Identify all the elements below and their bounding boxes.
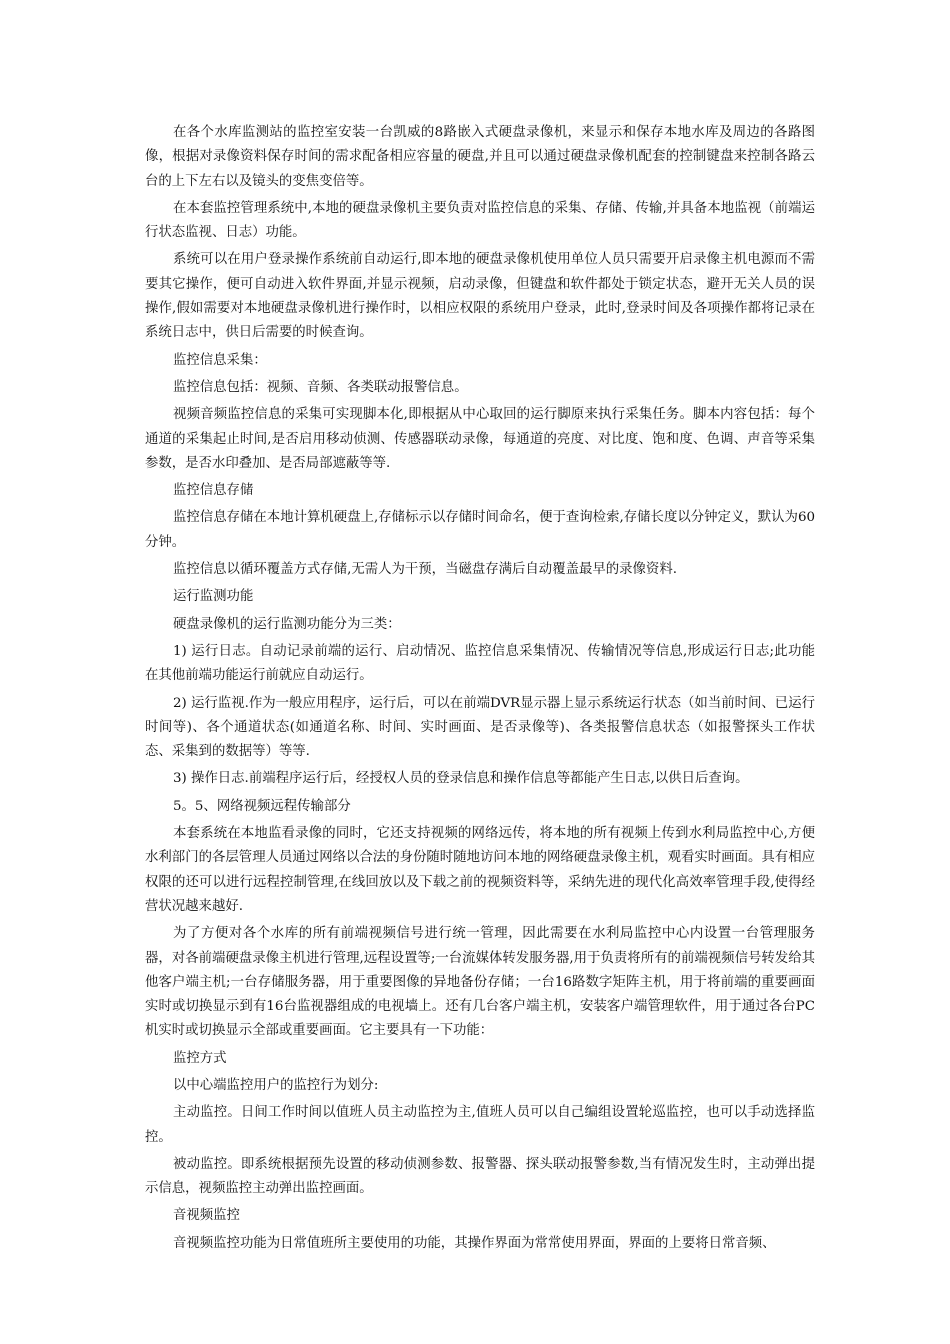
paragraph-local-dvr-role: 在本套监控管理系统中,本地的硬盘录像机主要负责对监控信息的采集、存储、传输,并具备本地监视（前端运行状态监视、日志）功能。 — [145, 200, 815, 241]
paragraph-info-types: 监控信息包括：视频、音频、各类联动报警信息。 — [173, 379, 468, 395]
list-item-run-monitor: 2) 运行监视.作为一般应用程序，运行后，可以在前端DVR显示器上显示系统运行状态（如当前时间、已运行时间等)、各个通道状态(如通道名称、时间、实时画面、是否录像等)、各类报警信息状态（如报警探头工作状态、采集到的数据等）等等. — [145, 695, 815, 760]
heading-monitor-modes: 监控方式 — [173, 1050, 227, 1066]
heading-av-monitoring: 音视频监控 — [173, 1208, 240, 1224]
paragraph-three-types: 硬盘录像机的运行监测功能分为三类： — [173, 616, 401, 632]
heading-run-monitoring: 运行监测功能 — [173, 589, 254, 605]
paragraph-av-interface: 音视频监控功能为日常值班所主要使用的功能，其操作界面为常常使用界面，界面的上要将日常音频、 — [173, 1235, 776, 1251]
paragraph-storage-naming: 监控信息存储在本地计算机硬盘上,存储标示以存储时间命名，便于查询检索,存储长度以分钟定义，默认为60分钟。 — [145, 510, 815, 550]
heading-network-transmission: 5。5、网络视频远程传输部分 — [173, 798, 351, 814]
paragraph-dvr-installation: 在各个水库监测站的监控室安装一台凯威的8路嵌入式硬盘录像机，来显示和保存本地水库及周边的各路图像，根据对录像资料保存时间的需求配备相应容量的硬盘,并且可以通过硬盘录像机配套的控制键盘来控制各路云台的上下左右以及镜头的变焦变倍等。 — [145, 125, 815, 189]
paragraph-loop-overwrite: 监控信息以循环覆盖方式存储,无需人为干预，当磁盘存满后自动覆盖最早的录像资料. — [173, 562, 677, 578]
list-item-operation-log: 3) 操作日志.前端程序运行后，经授权人员的登录信息和操作信息等都能产生日志,以供日后查询。 — [173, 771, 749, 787]
paragraph-mode-division: 以中心端监控用户的监控行为划分: — [173, 1077, 379, 1093]
paragraph-auto-run: 系统可以在用户登录操作系统前自动运行,即本地的硬盘录像机使用单位人员只需要开启录像主机电源而不需要其它操作，便可自动进入软件界面,并显示视频，启动录像，但键盘和软件都处于锁定状态，避开无关人员的误操作,假如需要对本地硬盘录像机进行操作时，以相应权限的系统用户登录，此时,登录时间及各项操作都将记录在系统日志中，供日后需要的时候查询。 — [145, 252, 815, 341]
paragraph-scripted-collection: 视频音频监控信息的采集可实现脚本化,即根据从中心取回的运行脚原来执行采集任务。脚本内容包括：每个通道的采集起止时间,是否启用移动侦测、传感器联动录像，每通道的亮度、对比度、饱和度、色调、声音等采集参数，是否水印叠加、是否局部遮蔽等等. — [145, 407, 815, 471]
paragraph-center-servers: 为了方便对各个水库的所有前端视频信号进行统一管理，因此需要在水利局监控中心内设置一台管理服务器，对各前端硬盘录像主机进行管理,远程设置等;一台流媒体转发服务器,用于负责将所有的前端视频信号转发给其他客户端主机;一台存储服务器，用于重要图像的异地备份存储；一台16路数字矩阵主机，用于将前端的重要画面实时或切换显示到有16台监视器组成的电视墙上。还有几台客户端主机，安装客户端管理软件，用于通过各台PC机实时或切换显示全部或重要画面。它主要具有一下功能： — [145, 926, 815, 1039]
document-page — [145, 121, 815, 1259]
heading-info-collection: 监控信息采集： — [173, 352, 267, 368]
paragraph-passive-monitoring: 被动监控。即系统根据预先设置的移动侦测参数、报警器、探头联动报警参数,当有情况发生时，主动弹出提示信息，视频监控主动弹出监控画面。 — [145, 1156, 815, 1197]
list-item-run-log: 1) 运行日志。自动记录前端的运行、启动情况、监控信息采集情况、传输情况等信息,形成运行日志;此功能在其他前端功能运行前就应自动运行。 — [145, 643, 815, 684]
paragraph-active-monitoring: 主动监控。日间工作时间以值班人员主动监控为主,值班人员可以自己编组设置轮巡监控，也可以手动选择监控。 — [145, 1105, 815, 1145]
heading-info-storage: 监控信息存储 — [173, 483, 254, 499]
paragraph-remote-upload: 本套系统在本地监看录像的同时，它还支持视频的网络远传，将本地的所有视频上传到水利局监控中心,方便水利部门的各层管理人员通过网络以合法的身份随时随地访问本地的网络硬盘录像主机，观看实时画面。具有相应权限的还可以进行远程控制管理,在线回放以及下载之前的视频资料等，采纳先进的现代化高效率管理手段,使得经营状况越来越好. — [145, 826, 815, 914]
